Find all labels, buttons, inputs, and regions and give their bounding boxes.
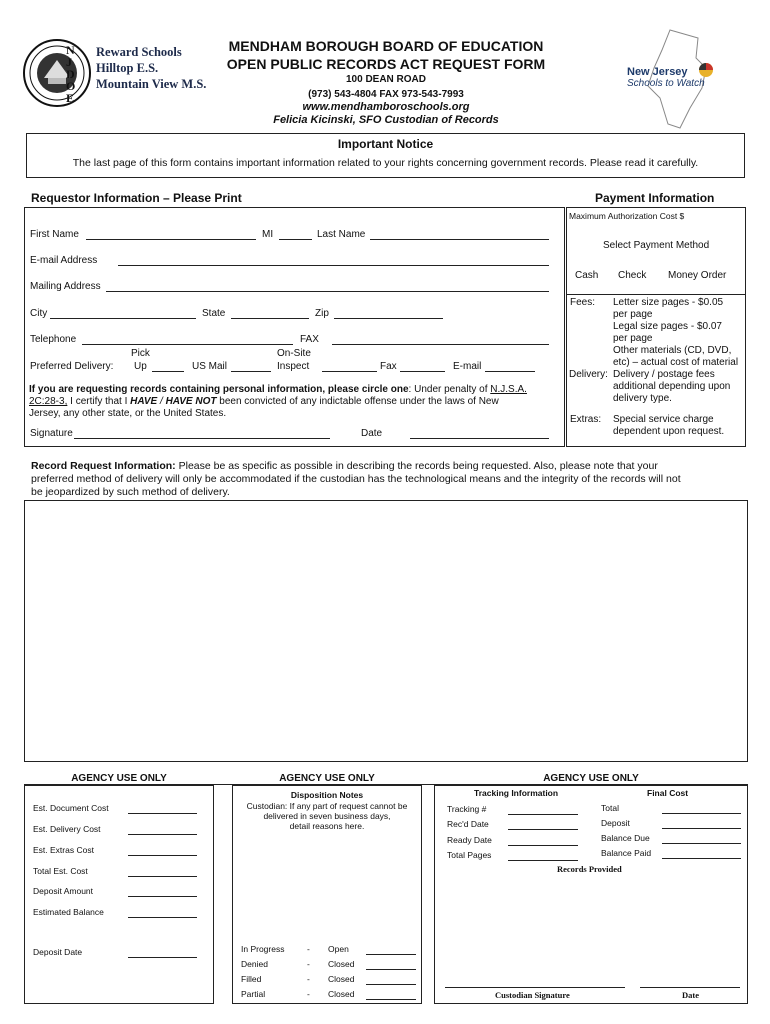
fax-label: FAX: [300, 334, 319, 345]
pickup-label: Up: [134, 361, 147, 372]
city-field[interactable]: [50, 318, 196, 319]
disposition-instructions: Custodian: If any part of request cannot be delivered in seven business days, detail reasons here.: [246, 801, 408, 831]
balance-paid-label: Balance Paid: [601, 848, 652, 858]
max-auth-cost[interactable]: Maximum Authorization Cost $: [569, 211, 685, 221]
email-label: E-mail Address: [30, 255, 98, 266]
tracking-title: Tracking Information: [474, 788, 559, 798]
fees-list: Letter size pages - $0.05 per page Legal size pages - $0.07 per page Other materials (CD, DVD, etc) – actual cost of material: [613, 297, 739, 368]
telephone-label: Telephone: [30, 334, 77, 345]
status-denied[interactable]: Denied: [241, 959, 268, 969]
certification-text: If you are requesting records containing personal information, please circle one: Under penalty of N.J.S.A. 2C:28-3, I certify that I HAVE / HAVE NOT been convicted of any indictable offense under the laws of New Jersey, any other state, or the United States.: [29, 384, 527, 419]
reward-schools-text: Reward Schools: [96, 45, 182, 59]
usmail-option[interactable]: [231, 371, 271, 372]
delivery-fee-list: Delivery / postage fees additional depending upon delivery type.: [613, 369, 731, 404]
schools-to-watch-text: Schools to Watch: [627, 78, 705, 89]
have-option[interactable]: HAVE: [130, 396, 158, 407]
deposit-date-field[interactable]: [128, 957, 197, 958]
agency-head-1: AGENCY USE ONLY: [71, 773, 167, 784]
status-dash: -: [307, 974, 310, 984]
select-payment-label: Select Payment Method: [603, 240, 710, 251]
agency-tracking-box: [434, 785, 748, 1004]
first-name-label: First Name: [30, 229, 79, 240]
notice-title: Important Notice: [337, 137, 434, 151]
record-request-textarea[interactable]: [24, 500, 748, 762]
records-provided-label: Records Provided: [557, 864, 622, 874]
ready-date-label: Ready Date: [447, 835, 492, 845]
record-request-instructions: Record Request Information: Please be as specific as possible in describing the records being requested. Also, please note that your preferred method of delivery will only be accommodated if the custodian has the technological means and the integrity of the records will not be jeopardized by such method of delivery.: [31, 460, 681, 498]
fax-delivery-option[interactable]: [400, 371, 445, 372]
check-option[interactable]: Check: [618, 270, 647, 281]
requestor-heading: Requestor Information – Please Print: [31, 191, 242, 205]
deposit-amount-label: Deposit Amount: [33, 886, 94, 896]
first-name-field[interactable]: [86, 239, 256, 240]
state-field[interactable]: [231, 318, 309, 319]
final-total-label: Total: [601, 803, 619, 813]
payment-heading: Payment Information: [595, 191, 715, 205]
est-document-cost-field[interactable]: [128, 813, 197, 814]
status-partial[interactable]: Partial: [241, 989, 266, 999]
status-open[interactable]: Open: [328, 944, 349, 954]
final-deposit-field[interactable]: [662, 828, 741, 829]
delivery-fee-label: Delivery:: [569, 369, 608, 380]
est-delivery-cost-label: Est. Delivery Cost: [33, 824, 101, 834]
final-cost-title: Final Cost: [647, 788, 689, 798]
last-name-field[interactable]: [370, 239, 549, 240]
fees-label: Fees:: [570, 297, 596, 308]
signature-field[interactable]: [74, 438, 330, 439]
estimated-balance-label: Estimated Balance: [33, 907, 104, 917]
status-closed-field[interactable]: [366, 984, 416, 985]
recd-date-label: Rec'd Date: [447, 819, 489, 829]
mailing-label: Mailing Address: [30, 281, 101, 292]
have-not-option[interactable]: HAVE NOT: [165, 396, 217, 407]
total-pages-label: Total Pages: [447, 850, 492, 860]
mi-field[interactable]: [279, 239, 312, 240]
est-extras-cost-label: Est. Extras Cost: [33, 845, 94, 855]
state-label: State: [202, 308, 226, 319]
custodian-date-label: Date: [682, 990, 699, 1000]
status-closed[interactable]: Closed: [328, 989, 355, 999]
total-est-cost-field[interactable]: [128, 876, 197, 877]
last-name-label: Last Name: [317, 229, 366, 240]
est-extras-cost-field[interactable]: [128, 855, 197, 856]
status-closed-field[interactable]: [366, 969, 416, 970]
extras-list: Special service charge dependent upon request.: [613, 414, 725, 437]
pickup-option[interactable]: [152, 371, 184, 372]
final-deposit-label: Deposit: [601, 818, 630, 828]
status-dash: -: [307, 944, 310, 954]
cash-option[interactable]: Cash: [575, 270, 599, 281]
status-closed-field[interactable]: [366, 999, 416, 1000]
mountain-view-text: Mountain View M.S.: [96, 77, 207, 91]
nj-doe-seal: [22, 38, 92, 108]
est-delivery-cost-field[interactable]: [128, 834, 197, 835]
agency-head-2: AGENCY USE ONLY: [279, 773, 375, 784]
deposit-date-label: Deposit Date: [33, 947, 83, 957]
deposit-amount-field[interactable]: [128, 896, 197, 897]
seal-letters: NJDOE: [66, 43, 76, 105]
pick-label: Pick: [131, 348, 150, 359]
email-field[interactable]: [118, 265, 549, 266]
date-field[interactable]: [410, 438, 549, 439]
status-open-field[interactable]: [366, 954, 416, 955]
address: 100 DEAN ROAD: [345, 74, 427, 85]
agency-head-3: AGENCY USE ONLY: [543, 773, 639, 784]
status-filled[interactable]: Filled: [241, 974, 262, 984]
phone-fax: (973) 543-4804 FAX 973-543-7993: [308, 89, 464, 100]
status-dash: -: [307, 959, 310, 969]
fax-delivery-label: Fax: [380, 361, 397, 372]
date-label: Date: [361, 428, 383, 439]
usmail-label: US Mail: [192, 361, 228, 372]
recd-date-field[interactable]: [508, 829, 578, 830]
ready-date-field[interactable]: [508, 845, 578, 846]
extras-label: Extras:: [570, 414, 602, 425]
mi-label: MI: [262, 229, 274, 240]
inspect-label: Inspect: [277, 361, 310, 372]
email-delivery-label: E-mail: [453, 361, 482, 372]
website: www.mendhamboroschools.org: [302, 101, 470, 113]
form-title-line2: OPEN PUBLIC RECORDS ACT REQUEST FORM: [226, 56, 546, 72]
fax-field[interactable]: [332, 344, 549, 345]
money-order-option[interactable]: Money Order: [668, 270, 727, 281]
telephone-field[interactable]: [82, 344, 293, 345]
total-est-cost-label: Total Est. Cost: [33, 866, 88, 876]
onsite-label: On-Site: [277, 348, 311, 359]
payment-divider: [566, 294, 746, 295]
tracking-number-field[interactable]: [508, 814, 578, 815]
total-pages-field[interactable]: [508, 860, 578, 861]
custodian-signature-label: Custodian Signature: [495, 990, 570, 1000]
status-dash: -: [307, 989, 310, 999]
hilltop-text: Hilltop E.S.: [96, 61, 159, 75]
email-delivery-option[interactable]: [485, 371, 535, 372]
preferred-delivery-label: Preferred Delivery:: [30, 361, 114, 372]
signature-label: Signature: [30, 428, 73, 439]
estimated-balance-field[interactable]: [128, 917, 197, 918]
est-document-cost-label: Est. Document Cost: [33, 803, 109, 813]
city-label: City: [30, 308, 48, 319]
inspect-option[interactable]: [322, 371, 377, 372]
custodian-date-field[interactable]: [640, 987, 740, 988]
status-closed[interactable]: Closed: [328, 974, 355, 984]
balance-due-label: Balance Due: [601, 833, 650, 843]
disposition-title: Disposition Notes: [290, 790, 364, 800]
custodian-signature-field[interactable]: [445, 987, 625, 988]
notice-text: The last page of this form contains important information related to your rights concerning government records. Please read it carefully.: [72, 157, 699, 169]
final-total-field[interactable]: [662, 813, 741, 814]
tracking-number-label: Tracking #: [447, 804, 487, 814]
zip-label: Zip: [315, 308, 329, 319]
mailing-field[interactable]: [106, 291, 549, 292]
zip-field[interactable]: [334, 318, 443, 319]
status-closed[interactable]: Closed: [328, 959, 355, 969]
balance-paid-field[interactable]: [662, 858, 741, 859]
form-title-line1: MENDHAM BOROUGH BOARD OF EDUCATION: [228, 38, 544, 54]
status-in-progress[interactable]: In Progress: [241, 944, 285, 954]
nj-text: New Jersey: [627, 66, 688, 78]
balance-due-field[interactable]: [662, 843, 741, 844]
custodian-name: Felicia Kicinski, SFO Custodian of Records: [273, 114, 499, 126]
